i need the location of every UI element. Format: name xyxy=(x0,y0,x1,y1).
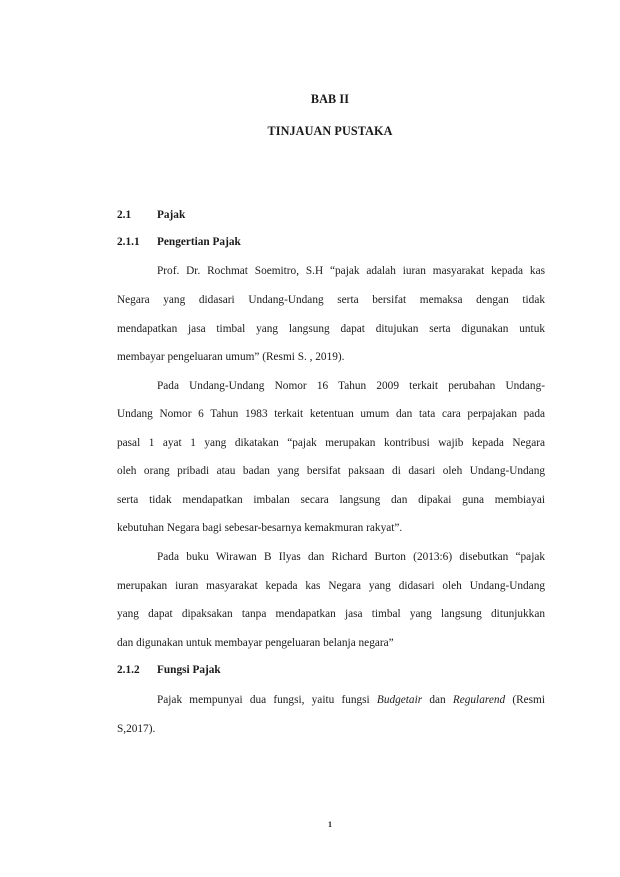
paragraph-line: pasal 1 ayat 1 yang dikatakan “pajak merupakan kontribusi wajib kepada Negara xyxy=(117,437,545,449)
paragraph-line: Undang Nomor 6 Tahun 1983 terkait ketentuan umum dan tata cara perpajakan pada xyxy=(117,408,545,420)
paragraph-line: dan digunakan untuk membayar pengeluaran belanja negara” xyxy=(117,637,394,649)
term-budgetair: Budgetair xyxy=(376,694,423,706)
term-regularend: Regularend xyxy=(452,694,506,706)
paragraph-line: Prof. Dr. Rochmat Soemitro, S.H “pajak adalah iuran masyarakat kepada kas xyxy=(157,265,545,277)
section-number: 2.1 xyxy=(117,209,132,221)
section-number: 2.1.2 xyxy=(117,664,140,676)
chapter-title: TINJAUAN PUSTAKA xyxy=(267,124,393,138)
paragraph-line: Negara yang didasari Undang-Undang serta bersifat memaksa dengan tidak xyxy=(117,294,545,306)
paragraph-line: membayar pengeluaran umum” (Resmi S. , 2019). xyxy=(117,351,345,363)
section-heading-2-1 xyxy=(117,209,185,221)
section-title: Pajak xyxy=(157,209,186,221)
paragraph-line: oleh orang pribadi atau badan yang bersifat paksaan di dasari oleh Undang-Undang xyxy=(117,465,545,477)
paragraph-line: yang dapat dipaksakan tanpa mendapatkan jasa timbal yang langsung ditunjukkan xyxy=(117,608,545,620)
paragraph-line: S,2017). xyxy=(117,723,156,735)
paragraph-line: mendapatkan jasa timbal yang langsung dapat ditujukan serta digunakan untuk xyxy=(117,323,545,335)
section-heading-2-1-2 xyxy=(117,664,221,676)
paragraph-line: merupakan iuran masyarakat kepada kas Negara yang didasari oleh Undang-Undang xyxy=(117,580,545,592)
paragraph-line: serta tidak mendapatkan imbalan secara langsung dan dipakai guna membiayai xyxy=(117,494,545,506)
chapter-number: BAB II xyxy=(310,92,350,106)
section-number: 2.1.1 xyxy=(117,236,140,248)
paragraph-line: Pada buku Wirawan B Ilyas dan Richard Burton (2013:6) disebutkan “pajak xyxy=(157,551,545,563)
text-run: dan xyxy=(422,694,453,706)
section-heading-2-1-1 xyxy=(117,236,241,248)
paragraph-line: kebutuhan Negara bagi sebesar-besarnya kemakmuran rakyat”. xyxy=(117,522,403,534)
paragraph-line: Pada Undang-Undang Nomor 16 Tahun 2009 terkait perubahan Undang- xyxy=(157,380,545,392)
page-number: 1 xyxy=(328,820,332,829)
paragraph-line xyxy=(157,693,545,707)
section-title: Fungsi Pajak xyxy=(157,664,221,676)
text-run: (Resmi xyxy=(505,694,545,706)
section-title: Pengertian Pajak xyxy=(157,236,241,248)
text-run: Pajak mempunyai dua fungsi, yaitu fungsi xyxy=(157,694,377,706)
